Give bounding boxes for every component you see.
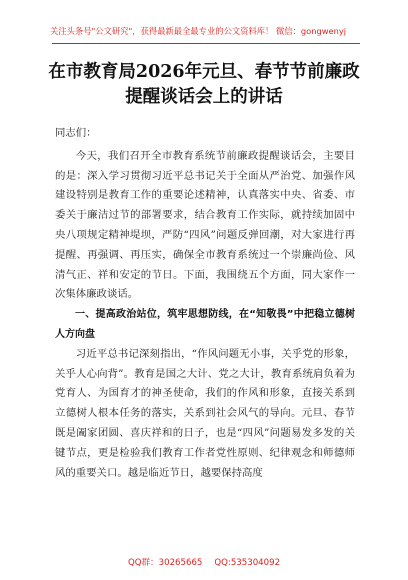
footer-qq-number: QQ:535304092 [214, 558, 281, 568]
body-paragraph: 今天，我们召开全市教育系统节前廉政提醒谈话会，主要目的是：深入学习贯彻习近平总书记关于全面从严治党、加强作风建设特别是教育工作的重要论述精神，认真落实中央、省委、市委关于廉洁过节的部署要求，结合教育工作实际，就持续加固中央八项规定精神堤坝，严防“四风”问题反弹回潮，对大家进行再提醒、再强调、再压实，确保全市教育系统过一个崇廉尚俭、风清气正、祥和安定的节日。下面，我围绕五个方面，同大家作一次集体廉政谈话。 [55, 149, 355, 301]
body-paragraph: 习近平总书记深刻指出，“作风问题无小事，关乎党的形象，关乎人心向背”。教育是国之大计、党之大计，教育系统肩负着为党育人、为国育才的神圣使命，我们的作风和形象，直接关系到立德树人根本任务的落实，关系到社会风气的导向。元旦、春节既是阖家团圆、喜庆祥和的日子，也是“四风”问题易发多发的关键节点，更是检验我们教育工作者党性原则、纪律观念和师德师风的重要关口。越是临近节日，越要保持高度 [55, 347, 355, 479]
footer-qq-group: QQ群：30265665 [127, 558, 203, 568]
document-body [55, 124, 355, 483]
footer-contact [0, 556, 408, 568]
section-heading: 一、提高政治站位，筑牢思想防线，在“知敬畏”中把稳立德树人方向盘 [55, 309, 355, 340]
document-title: 在市教育局2026年元旦、春节节前廉政提醒谈话会上的讲话 [48, 62, 360, 107]
header-divider [52, 43, 360, 44]
salutation: 同志们： [55, 127, 97, 139]
header-banner: 关注头条号"公文研究"，获得最新最全最专业的公文资料库！ 微信：gongwenyj [50, 26, 347, 36]
